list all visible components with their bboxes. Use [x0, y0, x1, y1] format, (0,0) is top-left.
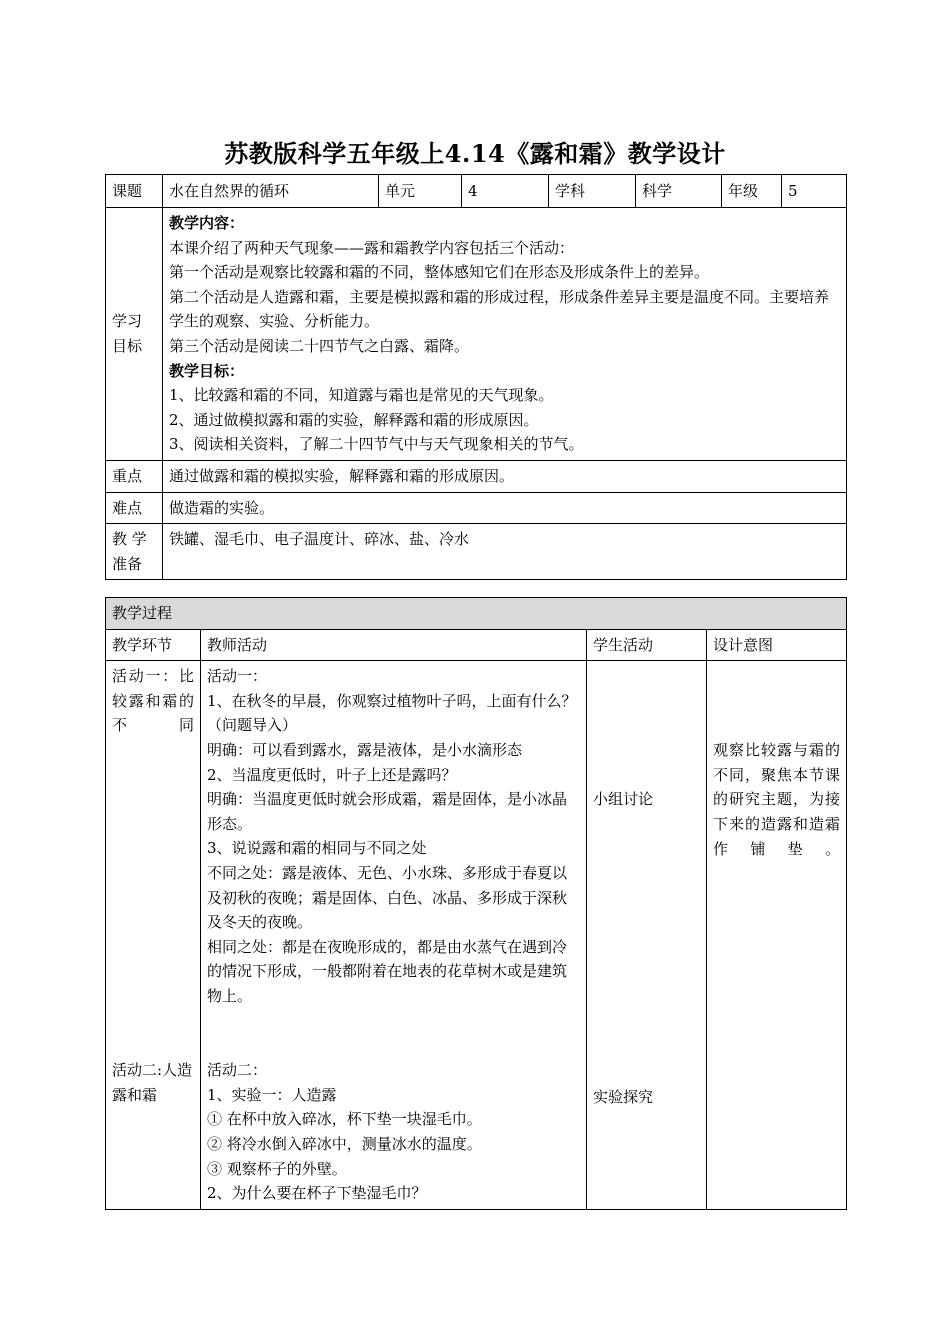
- topic-label: 课题: [106, 175, 163, 208]
- teacher-line: 2、当温度更低时，叶子上还是露吗？: [207, 765, 457, 784]
- process-table: [105, 597, 847, 1210]
- goals-label: [106, 208, 163, 461]
- prep-label-line-2: 准备: [112, 554, 143, 573]
- unit-label: 单元: [379, 175, 462, 208]
- content-line: 第一个活动是观察比较露和霜的不同，整体感知它们在形态及形成条件上的差异。: [169, 263, 710, 282]
- teacher-line: ③ 观察杯子的外壁。: [207, 1159, 347, 1178]
- prep-label: [106, 524, 163, 580]
- teacher-line: 明确：可以看到露水，露是液体，是小水滴形态: [207, 740, 523, 759]
- subject-value: 科学: [636, 175, 722, 208]
- content-line: 第三个活动是阅读二十四节气之白露、霜降。: [169, 336, 470, 355]
- stage-activity-2: 活动二:人造露和霜: [112, 1061, 193, 1104]
- teacher-line: 1、在秋冬的早晨，你观察过植物叶子吗，上面有什么？（问题导入）: [207, 691, 577, 735]
- teacher-line: 3、说说露和霜的相同与不同之处: [207, 839, 427, 858]
- stage-activity-1: 活动一：比较露和霜的不同: [112, 667, 194, 735]
- intent-activity-1: 观察比较露与霜的不同，聚焦本节课的研究主题，为接下来的造露和造霜作铺垫。: [713, 741, 841, 858]
- unit-value: 4: [462, 175, 549, 208]
- document-title: 苏教版科学五年级上4.14《露和霜》教学设计: [224, 139, 726, 168]
- topic-value: 水在自然界的循环: [163, 175, 379, 208]
- subject-label: 学科: [549, 175, 636, 208]
- objective-line: 3、阅读相关资料，了解二十四节气中与天气现象相关的节气。: [169, 435, 584, 454]
- teacher-line: 明确：当温度更低时就会形成霜，霜是固体，是小冰晶形态。: [207, 790, 568, 833]
- content-heading: 教学内容：: [169, 214, 245, 232]
- student-activity-2: 实验探究: [593, 1088, 654, 1107]
- teacher-line: 活动一：: [207, 667, 268, 686]
- teacher-activity-2: [207, 1058, 580, 1206]
- teacher-line: ② 将冷水倒入碎冰中，测量冰水的温度。: [207, 1134, 482, 1153]
- teacher-line: 活动二：: [207, 1061, 268, 1080]
- col-stage: 教学环节: [106, 629, 201, 661]
- teacher-activity-1: [207, 664, 580, 1058]
- grade-label: 年级: [722, 175, 782, 208]
- process-header: 教学过程: [106, 598, 847, 630]
- difficulty-text: 做造霜的实验。: [163, 492, 847, 524]
- student-activity-1: 小组讨论: [593, 790, 654, 809]
- goals-label-line-2: 目标: [112, 336, 143, 355]
- goals-label-line-1: 学习: [112, 312, 143, 331]
- objective-line: 2、通过做模拟露和霜的实验，解释露和霜的形成原因。: [169, 410, 539, 429]
- teacher-line: 2、为什么要在杯子下垫湿毛巾？: [207, 1184, 427, 1203]
- difficulty-label: 难点: [106, 492, 163, 524]
- objective-line: 1、比较露和霜的不同，知道露与霜也是常见的天气现象。: [169, 386, 554, 405]
- stage-cell: [106, 661, 201, 1210]
- teacher-cell: [201, 661, 587, 1210]
- col-student: 学生活动: [587, 629, 707, 661]
- student-cell: [587, 661, 707, 1210]
- col-teacher: 教师活动: [201, 629, 587, 661]
- content-line: 第二个活动是人造露和霜，主要是模拟露和霜的形成过程，形成条件差异主要是温度不同。主要培养学生的观察、实验、分析能力。: [169, 287, 830, 331]
- prep-label-line-1: 教 学: [112, 530, 147, 549]
- teacher-line: ① 在杯中放入碎冰，杯下垫一块湿毛巾。: [207, 1110, 482, 1129]
- objective-heading: 教学目标：: [169, 361, 245, 380]
- goals-content: [163, 208, 847, 461]
- focus-text: 通过做露和霜的模拟实验，解释露和霜的形成原因。: [163, 460, 847, 492]
- content-line: 本课介绍了两种天气现象——露和霜教学内容包括三个活动：: [169, 238, 575, 257]
- intent-cell: [707, 661, 847, 1210]
- lesson-info-table: [105, 174, 847, 580]
- prep-text: 铁罐、湿毛巾、电子温度计、碎冰、盐、冷水: [163, 524, 847, 580]
- teacher-line: 不同之处：露是液体、无色、小水珠、多形成于春夏以及初秋的夜晚；霜是固体、白色、冰晶、多形成于深秋及冬天的夜晚。: [207, 863, 568, 932]
- col-intent: 设计意图: [707, 629, 847, 661]
- grade-value: 5: [782, 175, 847, 208]
- teacher-line: 相同之处：都是在夜晚形成的，都是由水蒸气在遇到冷的情况下形成，一般都附着在地表的花草树木或是建筑物上。: [207, 937, 568, 1005]
- teacher-line: 1、实验一：人造露: [207, 1085, 337, 1104]
- focus-label: 重点: [106, 460, 163, 492]
